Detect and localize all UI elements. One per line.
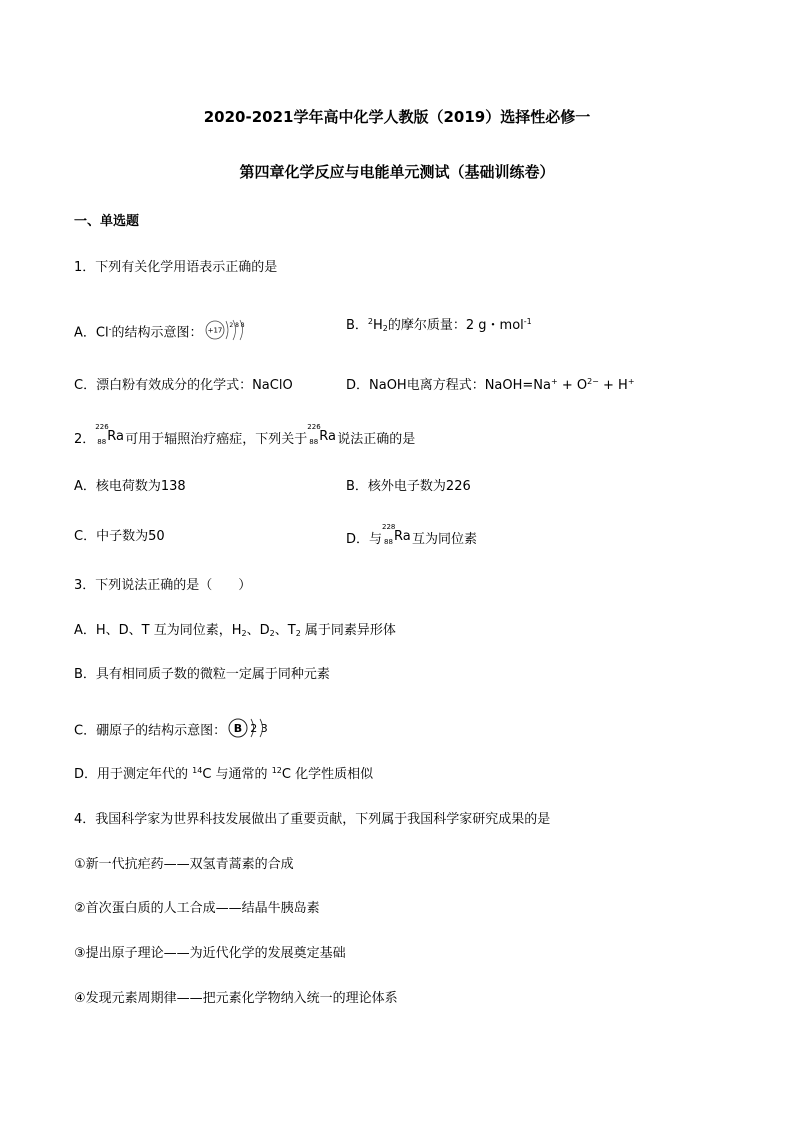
q1-stem: 1．下列有关化学用语表示正确的是 (74, 260, 278, 275)
q2-d-suffix: 互为同位素 (412, 532, 478, 547)
boron-shell-electrons: 2 3 (250, 722, 268, 735)
q2-stem-mid: 可用于辐照治疗癌症，下列关于 (125, 432, 308, 447)
q1-b-h: H (373, 318, 383, 333)
q3-option-b: B．具有相同质子数的微粒一定属于同种元素 (74, 667, 330, 682)
q2-option-c: C．中子数为50 (74, 529, 165, 544)
section-heading: 一、单选题 (74, 214, 140, 229)
q2-stem (74, 423, 416, 449)
q3-option-a: A．H、D、T 互为同位素，$H_2$、$D_2$、$T_2$ 属于同素异形体 (74, 623, 396, 638)
q1-b-sup: 2 (367, 317, 374, 326)
q2-d-prefix: D．与 (346, 532, 383, 547)
q1-a-text: 的结构示意图： (111, 325, 203, 341)
q1-b-text: 的摩尔质量：2 g・mol (387, 318, 524, 333)
q1-option-c: C．漂白粉有效成分的化学式：NaClO (74, 378, 293, 393)
q1-d-sup1: + (551, 377, 558, 386)
q1-a-sup: - (108, 324, 112, 334)
q1-d-sup3: + (627, 377, 635, 386)
q2-d-nuclide: 228 88 Ra (382, 523, 411, 546)
boron-nucleus-label: B (233, 722, 243, 735)
q2-num: 2． (74, 432, 96, 447)
q1-a-prefix: A．Cl (74, 325, 109, 341)
q1-b-sup2: -1 (523, 317, 532, 326)
q1-d-sup2: 2− (587, 377, 599, 386)
q2-option-b: B．核外电子数为226 (346, 479, 471, 494)
title-line-1: 2020-2021学年高中化学人教版（2019）选择性必修一 (203, 108, 591, 126)
q3-option-d: D．用于测定年代的 $^{14}$C 与通常的 $^{12}$C 化学性质相似 (74, 766, 374, 782)
q3-stem: 3．下列说法正确的是（ ） (74, 578, 252, 593)
q1-option-a (74, 317, 253, 349)
q4-item-4: ④发现元素周期律——把元素化学物纳入统一的理论体系 (74, 991, 398, 1006)
q1-d-text1: D．NaOH电离方程式：NaOH=Na (346, 378, 551, 393)
q4-item-2: ②首次蛋白质的人工合成——结晶牛胰岛素 (74, 901, 320, 916)
q1-option-d (346, 377, 635, 395)
q2-option-a: A．核电荷数为138 (74, 479, 186, 494)
boron-atom-structure-diagram (226, 715, 278, 747)
cl-shell-electrons: 2 8 8 (228, 322, 245, 329)
q2-nuclide-2: 226 88 Ra (307, 423, 337, 446)
title-line-2: 第四章化学反应与电能单元测试（基础训练卷） (239, 163, 555, 181)
q2-option-d (346, 523, 478, 549)
q1-option-b (346, 317, 532, 335)
q3-c-text: C．硼原子的结构示意图： (74, 723, 227, 739)
q1-d-text2: + O (557, 378, 588, 393)
q1-b-prefix: B． (346, 318, 368, 333)
q2-stem-end: 说法正确的是 (337, 432, 416, 447)
q4-item-3: ③提出原子理论——为近代化学的发展奠定基础 (74, 946, 346, 961)
q4-item-1: ①新一代抗疟药——双氢青蒿素的合成 (74, 857, 294, 872)
cl-nucleus-label: +17 (207, 326, 222, 335)
q3-option-c (74, 715, 278, 747)
q1-d-text3: + H (598, 378, 628, 393)
q1-b-sub: 2 (382, 324, 388, 333)
q2-nuclide: 226 88 Ra (95, 423, 124, 446)
q4-stem: 4．我国科学家为世界科技发展做出了重要贡献，下列属于我国科学家研究成果的是 (74, 812, 551, 827)
chlorine-ion-structure-diagram (203, 317, 253, 349)
